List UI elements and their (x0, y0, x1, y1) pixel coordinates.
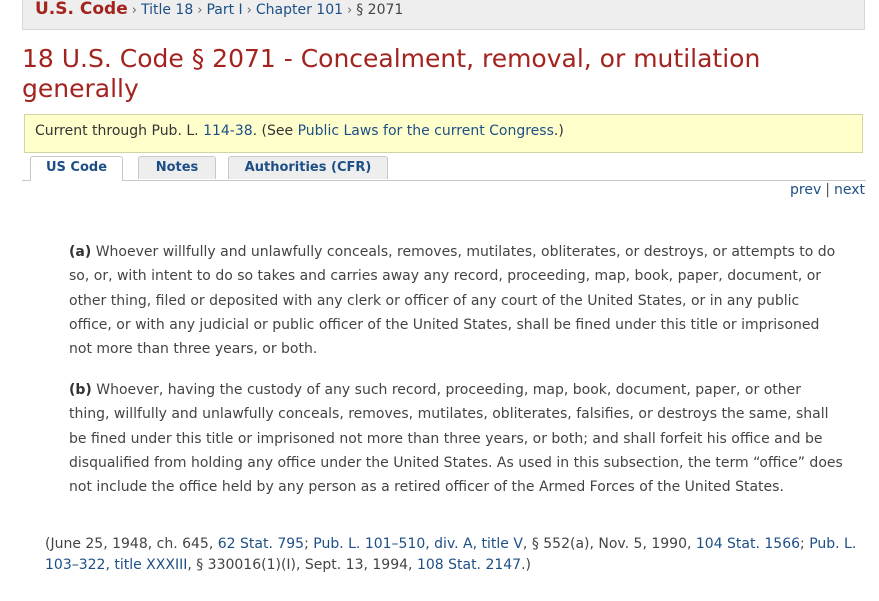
tab-bar (22, 156, 866, 181)
source-text: , § 330016(1)(I), Sept. 13, 1994, (187, 557, 417, 573)
currency-suffix: .) (553, 123, 564, 139)
pager (790, 182, 865, 198)
currency-prefix: Current through Pub. L. (35, 123, 204, 139)
breadcrumb (35, 0, 403, 19)
source-text: ; (304, 536, 314, 552)
page-title: 18 U.S. Code § 2071 - Concealment, removal, or mutilation generally (22, 44, 761, 103)
tab-authorities-cfr[interactable]: Authorities (CFR) (228, 156, 388, 179)
breadcrumb-separator: › (246, 3, 252, 18)
source-credits (45, 534, 865, 576)
breadcrumb-separator: › (347, 3, 353, 18)
breadcrumb-separator: › (197, 3, 203, 18)
public-laws-link[interactable]: Public Laws for the current Congress (297, 123, 554, 139)
breadcrumb-title-link[interactable]: Title 18 (140, 2, 194, 18)
breadcrumb-part-link[interactable]: Part I (206, 2, 243, 18)
source-text: (June 25, 1948, ch. 645, (45, 536, 218, 552)
currency-middle: . (See (252, 123, 298, 139)
currency-law-link[interactable]: 114-38 (203, 123, 253, 139)
tab-notes[interactable]: Notes (138, 156, 216, 179)
source-link[interactable]: 104 Stat. 1566 (695, 536, 801, 552)
prev-link[interactable]: prev (790, 182, 822, 198)
breadcrumb-separator: › (131, 3, 137, 18)
subsection-b (69, 378, 844, 499)
source-link[interactable]: Pub. L. 103–322, title XXXIII (45, 536, 857, 573)
tab-us-code[interactable]: US Code (30, 156, 123, 181)
subsection-label: (b) (69, 382, 92, 398)
source-link[interactable]: Pub. L. 101–510, div. A, title V (313, 536, 523, 552)
source-link[interactable]: 108 Stat. 2147 (416, 557, 522, 573)
source-link[interactable]: 62 Stat. 795 (217, 536, 305, 552)
subsection-text: Whoever, having the custody of any such record, proceeding, map, book, document, paper, or other thing, willfully and unlawfully conceals, removes, mutilates, obliterates, falsifies, or destroys the same, shall be fined under this title or imprisoned not more than three years, or both; and shall forfeit his office and be disqualified from holding any office under the United States. As used in this subsection, the term “office” does not include the office held by any person as a retired officer of the Armed Forces of the United States. (69, 382, 843, 496)
breadcrumb-chapter-link[interactable]: Chapter 101 (255, 2, 344, 18)
breadcrumb-current: § 2071 (356, 2, 404, 18)
currency-notice (24, 114, 863, 153)
breadcrumb-bar (22, 0, 865, 30)
source-text: ; (800, 536, 810, 552)
source-text: .) (521, 557, 532, 573)
subsection-a (69, 240, 844, 361)
pager-separator: | (825, 182, 830, 198)
subsection-label: (a) (69, 244, 92, 260)
source-text: , § 552(a), Nov. 5, 1990, (522, 536, 696, 552)
breadcrumb-us-code-link[interactable]: U.S. Code (35, 0, 128, 19)
next-link[interactable]: next (833, 182, 865, 198)
subsection-text: Whoever willfully and unlawfully conceals, removes, mutilates, obliterates, or destroys, or attempts to do so, or, with intent to do so takes and carries away any record, proceeding, map, book, paper, document, or other thing, filed or deposited with any clerk or officer of any court of the United States, or in any public office, or with any judicial or public officer of the United States, shall be fined under this title or imprisoned not more than three years, or both. (69, 244, 836, 358)
